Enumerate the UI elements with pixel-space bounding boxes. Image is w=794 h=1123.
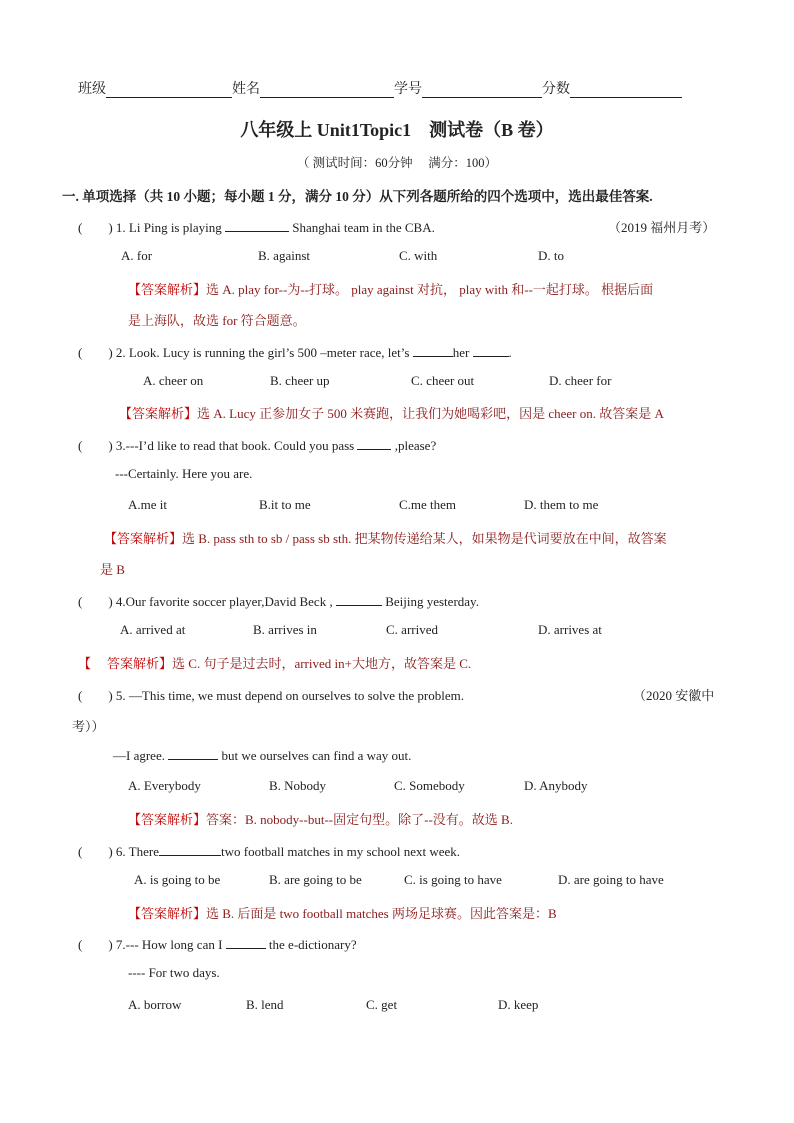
name-field[interactable]	[260, 83, 394, 98]
question-stem: 4.Our favorite soccer player,David Beck ,	[115, 594, 333, 609]
answer-explanation	[128, 809, 513, 828]
answer-blank[interactable]	[413, 344, 453, 357]
option-c[interactable]: C. cheer out	[411, 373, 475, 388]
option-b[interactable]: B. Nobody	[269, 778, 327, 793]
question-line2: ---- For two days.	[128, 965, 220, 980]
question-3	[78, 435, 436, 454]
page-title: 八年级上 Unit1Topic1 测试卷（B 卷）	[240, 120, 554, 140]
option-c[interactable]: C. get	[366, 997, 398, 1012]
option-c[interactable]: C. is going to have	[404, 872, 502, 887]
question-stem: two football matches in my school next week.	[221, 844, 461, 859]
answer-tag: 【答案解析】	[128, 282, 207, 297]
page-subtitle: （ 测试时间：60分钟 满分：100）	[296, 156, 497, 170]
question-stem: but we ourselves can find a way out.	[221, 748, 412, 763]
question-stem: 5. —This time, we must depend on ourselves to solve the problem.	[115, 688, 464, 703]
answer-explanation	[128, 279, 653, 298]
answer-text: 答案：B. nobody--but--固定句型。除了--没有。故选 B.	[206, 812, 513, 827]
section-heading: 一. 单项选择（共 10 小题；每小题 1 分，满分 10 分）从下列各题所给的四个选项中，选出最佳答案.	[62, 189, 653, 204]
question-stem: Shanghai team in the CBA.	[292, 220, 435, 235]
question-stem: 7.--- How long can I	[115, 937, 223, 952]
question-2	[78, 342, 512, 361]
option-c[interactable]: C. with	[399, 248, 438, 263]
answer-paren[interactable]: ( )	[78, 688, 113, 703]
question-stem: .	[508, 345, 512, 360]
name-label: 姓名	[232, 82, 260, 97]
question-4	[78, 591, 479, 610]
option-a[interactable]: A. Everybody	[128, 778, 201, 793]
answer-paren[interactable]: ( )	[78, 345, 113, 360]
answer-paren[interactable]: ( )	[78, 594, 113, 609]
option-b[interactable]: B. against	[258, 248, 310, 263]
question-stem: 2. Look. Lucy is running the girl’s 500 –meter race, let’s	[115, 345, 410, 360]
question-stem: 3.---I’d like to read that book. Could you pass	[115, 438, 355, 453]
answer-blank[interactable]	[357, 437, 391, 450]
class-field[interactable]	[106, 83, 232, 98]
option-b[interactable]: B. arrives in	[253, 622, 317, 637]
answer-text: 选 A. play for--为--打球。 play against 对抗， play with 和--一起打球。 根据后面	[206, 282, 654, 297]
answer-tag: 答案解析】	[107, 656, 173, 671]
answer-blank[interactable]	[473, 344, 509, 357]
answer-explanation-cont	[128, 310, 306, 329]
question-line2: ---Certainly. Here you are.	[115, 466, 253, 481]
answer-paren[interactable]: ( )	[78, 438, 113, 453]
answer-blank[interactable]	[225, 219, 289, 232]
id-label: 学号	[394, 82, 422, 97]
score-field[interactable]	[570, 83, 682, 98]
option-b[interactable]: B. cheer up	[270, 373, 330, 388]
question-6	[78, 841, 460, 860]
option-d[interactable]: D. keep	[498, 997, 539, 1012]
answer-text: 选 B. pass sth to sb / pass sb sth. 把某物传递给某人，如果物是代词要放在中间，故答案	[182, 531, 667, 546]
question-source: （2019 福州月考）	[608, 220, 716, 235]
answer-paren[interactable]: ( )	[78, 937, 113, 952]
answer-text: 选 B. 后面是 two football matches 两场足球赛。因此答案是：B	[206, 906, 557, 921]
question-stem: the e-dictionary?	[268, 937, 357, 952]
question-source-cont: 考））	[72, 719, 105, 734]
answer-blank[interactable]	[159, 843, 221, 856]
option-b[interactable]: B. are going to be	[269, 872, 362, 887]
answer-tag: 【	[78, 656, 92, 671]
answer-tag: 【答案解析】	[104, 531, 183, 546]
answer-text: 选 A. Lucy 正参加女子 500 米赛跑，让我们为她喝彩吧，因是 cheer on. 故答案是 A	[197, 406, 664, 421]
question-source: （2020 安徽中	[633, 688, 715, 703]
answer-explanation	[104, 528, 667, 547]
question-stem: 1. Li Ping is playing	[115, 220, 222, 235]
question-stem: —I agree.	[113, 748, 165, 763]
question-stem: 6. There	[115, 844, 159, 859]
student-id-field[interactable]	[422, 83, 542, 98]
score-label: 分数	[542, 82, 570, 97]
answer-tag: 【答案解析】	[128, 906, 207, 921]
question-5	[78, 685, 464, 704]
answer-blank[interactable]	[168, 747, 218, 760]
question-stem: Beijing yesterday.	[385, 594, 479, 609]
question-stem: her	[452, 345, 470, 360]
option-c[interactable]: C.me them	[399, 497, 457, 512]
answer-tag: 【答案解析】	[128, 812, 207, 827]
student-info-line	[78, 78, 682, 98]
answer-explanation-cont	[100, 559, 125, 578]
answer-explanation	[78, 653, 471, 672]
option-a[interactable]: A. borrow	[128, 997, 182, 1012]
option-a[interactable]: A. cheer on	[143, 373, 204, 388]
answer-blank[interactable]	[226, 936, 266, 949]
question-1	[78, 217, 435, 236]
answer-explanation	[128, 903, 557, 922]
answer-paren[interactable]: ( )	[78, 844, 113, 859]
option-d[interactable]: D. Anybody	[524, 778, 588, 793]
option-b[interactable]: B. lend	[246, 997, 284, 1012]
answer-tag: 【答案解析】	[119, 406, 198, 421]
question-7	[78, 934, 357, 953]
option-a[interactable]: A. for	[121, 248, 153, 263]
answer-explanation	[119, 403, 664, 422]
answer-paren[interactable]: ( )	[78, 220, 113, 235]
option-a[interactable]: A. is going to be	[134, 872, 221, 887]
option-d[interactable]: D. arrives at	[538, 622, 602, 637]
answer-text: 是 B	[100, 562, 125, 577]
option-c[interactable]: C. Somebody	[394, 778, 465, 793]
answer-text: 选 C. 句子是过去时，arrived in+大地方，故答案是 C.	[172, 656, 472, 671]
answer-blank[interactable]	[336, 593, 382, 606]
option-b[interactable]: B.it to me	[259, 497, 311, 512]
option-a[interactable]: A.me it	[128, 497, 167, 512]
option-d[interactable]: D. to	[538, 248, 564, 263]
option-d[interactable]: D. them to me	[524, 497, 599, 512]
option-c[interactable]: C. arrived	[386, 622, 438, 637]
question-line2	[113, 747, 411, 764]
option-d[interactable]: D. cheer for	[549, 373, 612, 388]
option-d[interactable]: D. are going to have	[558, 872, 664, 887]
question-stem: ,please?	[394, 438, 437, 453]
answer-text: 是上海队，故选 for 符合题意。	[128, 313, 306, 328]
class-label: 班级	[78, 82, 106, 97]
option-a[interactable]: A. arrived at	[120, 622, 186, 637]
